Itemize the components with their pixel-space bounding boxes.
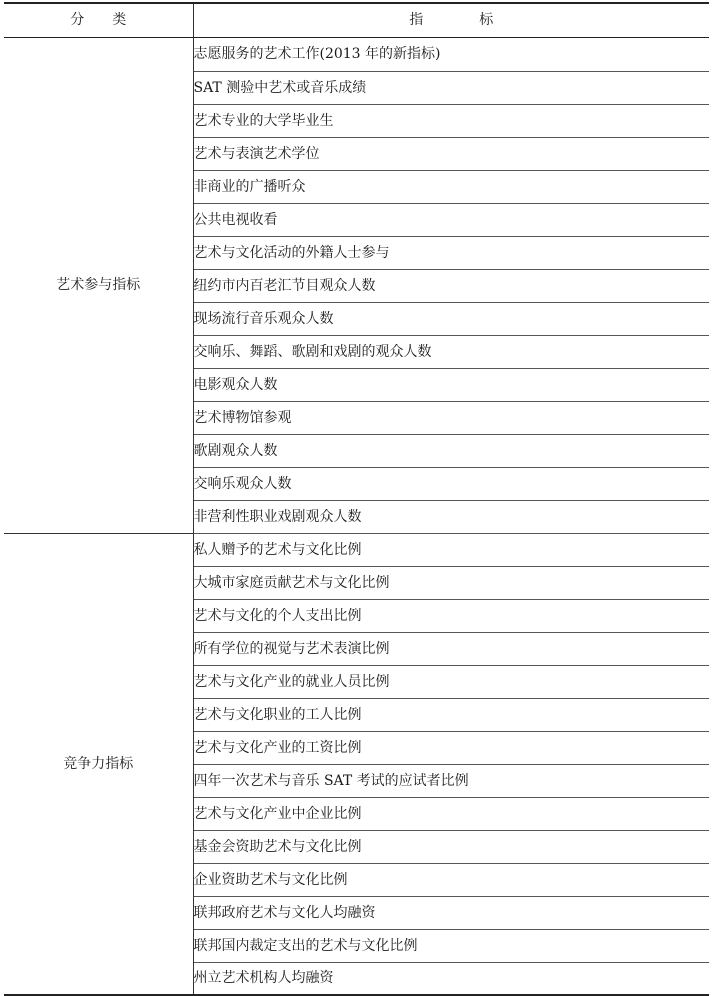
indicator-item: 志愿服务的艺术工作(2013 年的新指标) xyxy=(193,37,709,71)
indicator-item: 企业资助艺术与文化比例 xyxy=(193,863,709,896)
category-label-arts-participation: 艺术参与指标 xyxy=(4,37,193,533)
indicator-item: 联邦国内裁定支出的艺术与文化比例 xyxy=(193,929,709,962)
table-row xyxy=(4,533,709,566)
indicator-item: 非营利性职业戏剧观众人数 xyxy=(193,500,709,533)
indicator-item: 艺术与文化产业的就业人员比例 xyxy=(193,665,709,698)
indicator-item: 艺术与文化的个人支出比例 xyxy=(193,599,709,632)
indicator-item: 电影观众人数 xyxy=(193,368,709,401)
header-indicator: 指 标 xyxy=(193,3,709,37)
indicator-item: 艺术与文化产业中企业比例 xyxy=(193,797,709,830)
indicator-item: 纽约市内百老汇节目观众人数 xyxy=(193,269,709,302)
table-header-row xyxy=(4,3,709,37)
indicator-item: 四年一次艺术与音乐 SAT 考试的应试者比例 xyxy=(193,764,709,797)
indicator-item: 艺术与文化活动的外籍人士参与 xyxy=(193,236,709,269)
indicator-item: 艺术专业的大学毕业生 xyxy=(193,104,709,137)
indicator-item: 交响乐、舞蹈、歌剧和戏剧的观众人数 xyxy=(193,335,709,368)
indicator-item: 艺术博物馆参观 xyxy=(193,401,709,434)
indicator-item: 大城市家庭贡献艺术与文化比例 xyxy=(193,566,709,599)
indicator-item: 艺术与文化职业的工人比例 xyxy=(193,698,709,731)
group-competitiveness xyxy=(4,533,709,995)
indicator-item: 私人赠予的艺术与文化比例 xyxy=(193,533,709,566)
group-arts-participation xyxy=(4,37,709,533)
indicator-item: 艺术与文化产业的工资比例 xyxy=(193,731,709,764)
indicator-item: 交响乐观众人数 xyxy=(193,467,709,500)
indicator-item: SAT 测验中艺术或音乐成绩 xyxy=(193,71,709,104)
indicator-item: 非商业的广播听众 xyxy=(193,170,709,203)
indicator-item: 联邦政府艺术与文化人均融资 xyxy=(193,896,709,929)
indicator-item: 州立艺术机构人均融资 xyxy=(193,962,709,995)
indicator-item: 现场流行音乐观众人数 xyxy=(193,302,709,335)
indicator-item: 所有学位的视觉与艺术表演比例 xyxy=(193,632,709,665)
indicator-item: 艺术与表演艺术学位 xyxy=(193,137,709,170)
indicator-item: 歌剧观众人数 xyxy=(193,434,709,467)
header-category: 分 类 xyxy=(4,3,193,37)
indicator-table xyxy=(4,2,709,996)
indicator-item: 公共电视收看 xyxy=(193,203,709,236)
category-label-competitiveness: 竞争力指标 xyxy=(4,533,193,995)
indicator-item: 基金会资助艺术与文化比例 xyxy=(193,830,709,863)
table-row xyxy=(4,37,709,71)
